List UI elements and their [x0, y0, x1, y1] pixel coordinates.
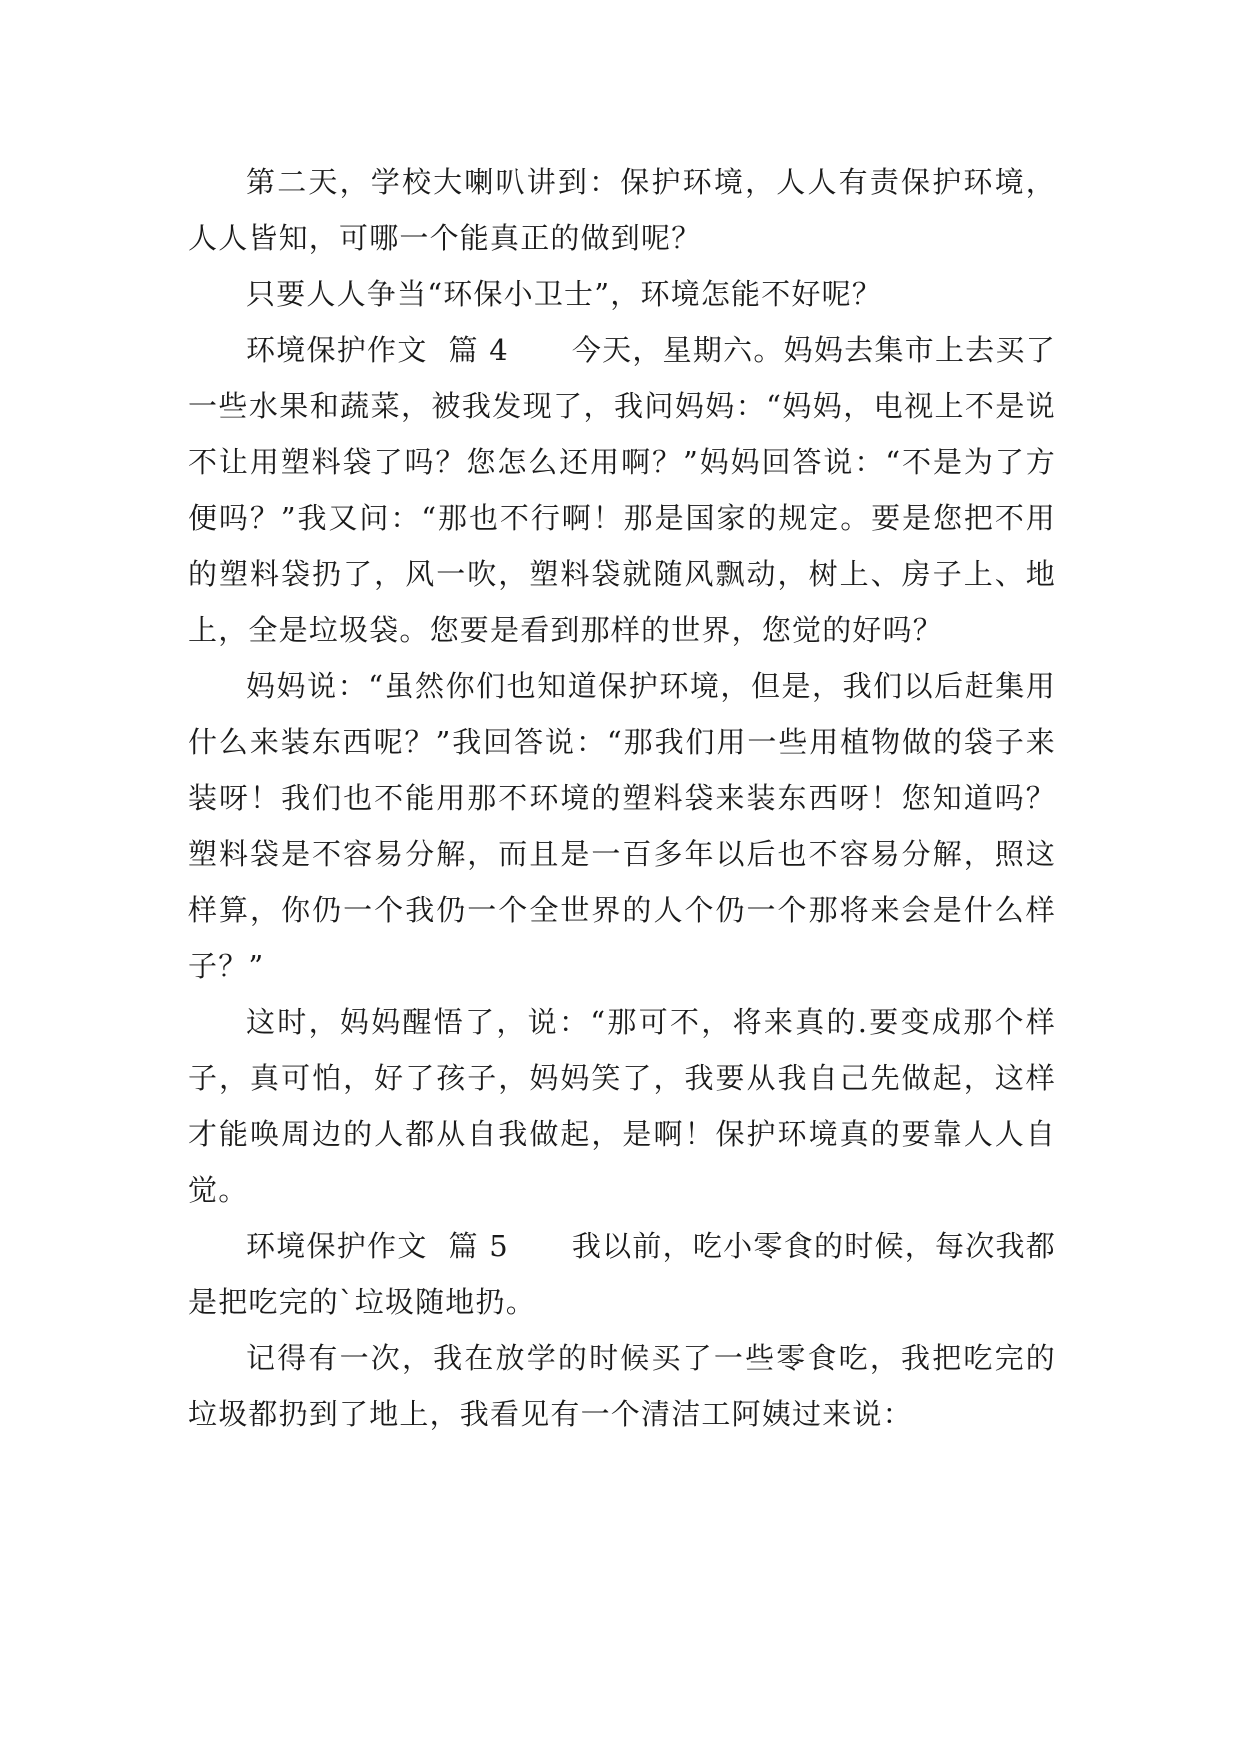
- paragraph-3-essay-4: 环境保护作文 篇 4 今天，星期六。妈妈去集市上去买了一些水果和蔬菜，被我发现了，我问妈妈：“妈妈，电视上不是说不让用塑料袋了吗？您怎么还用啊？”妈妈回答说：“不是为了方便吗？”我又问：“那也不行啊！那是国家的规定。要是您把不用的塑料袋扔了，风一吹，塑料袋就随风飘动，树上、房子上、地上，全是垃圾袋。您要是看到那样的世界，您觉的好吗？: [188, 333, 1056, 647]
- paragraph-5: 这时，妈妈醒悟了，说：“那可不，将来真的.要变成那个样子，真可怕，好了孩子，妈妈笑了，我要从我自己先做起，这样才能唤周边的人都从自我做起，是啊！保护环境真的要靠人人自觉。: [188, 1005, 1056, 1207]
- paragraph-4: 妈妈说：“虽然你们也知道保护环境，但是，我们以后赶集用什么来装东西呢？”我回答说：“那我们用一些用植物做的袋子来装呀！我们也不能用那不环境的塑料袋来装东西呀！您知道吗？塑料袋是不容易分解，而且是一百多年以后也不容易分解，照这样算，你仍一个我仍一个全世界的人个仍一个那将来会是什么样子？”: [188, 669, 1056, 983]
- document-body: [188, 154, 1056, 1442]
- paragraph-1: 第二天，学校大喇叭讲到：保护环境，人人有责保护环境，人人皆知，可哪一个能真正的做到呢？: [188, 165, 1056, 255]
- paragraph-7: 记得有一次，我在放学的时候买了一些零食吃，我把吃完的垃圾都扔到了地上，我看见有一个清洁工阿姨过来说：: [188, 1341, 1056, 1431]
- paragraph-6-essay-5: 环境保护作文 篇 5 我以前，吃小零食的时候，每次我都是把吃完的`垃圾随地扔。: [188, 1229, 1056, 1319]
- paragraph-2: 只要人人争当“环保小卫士”，环境怎能不好呢？: [246, 277, 883, 311]
